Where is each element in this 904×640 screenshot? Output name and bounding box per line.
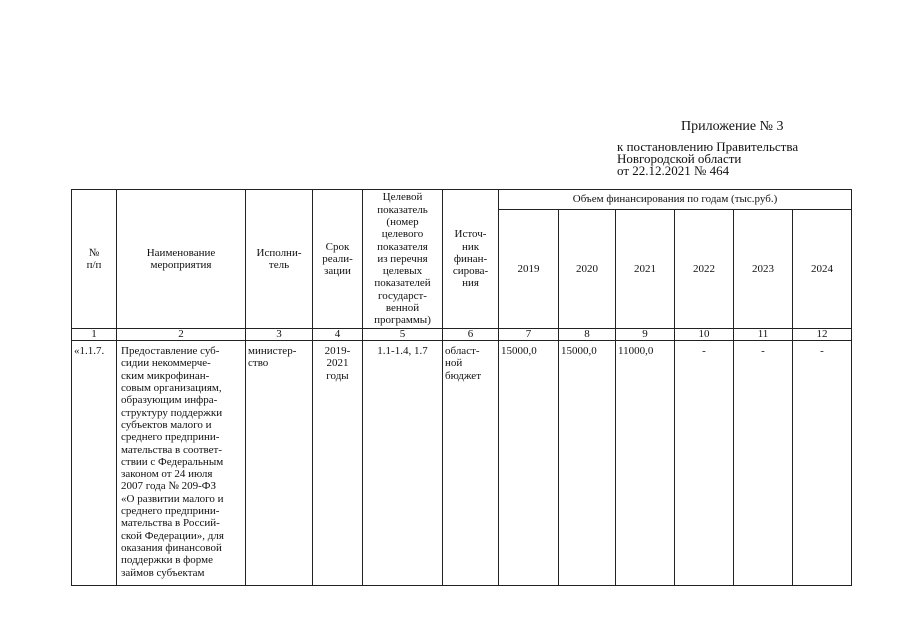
row-value-2020: 15000,0: [559, 341, 616, 586]
row-target: 1.1-1.4, 1.7: [363, 341, 443, 586]
column-number: 5: [363, 329, 443, 341]
row-value-2022: -: [675, 341, 734, 586]
table-row: [72, 341, 852, 586]
header-year-2023: 2023: [734, 210, 793, 329]
row-value-2021: 11000,0: [616, 341, 675, 586]
column-number: 3: [246, 329, 313, 341]
column-number: 4: [313, 329, 363, 341]
header-year-2020: 2020: [559, 210, 616, 329]
row-value-2019: 15000,0: [499, 341, 559, 586]
header-name: Наименование мероприятия: [117, 190, 246, 329]
column-number: 11: [734, 329, 793, 341]
row-source: област- ной бюджет: [443, 341, 499, 586]
header-term: Срок реали- зации: [313, 190, 363, 329]
column-number: 8: [559, 329, 616, 341]
column-number: 1: [72, 329, 117, 341]
column-number-row: [72, 329, 852, 341]
header-source: Источ- ник финан- сирова- ния: [443, 190, 499, 329]
column-number: 2: [117, 329, 246, 341]
row-name: Предоставление суб- сидии некоммерче- ским микрофинан- совым организациям, образующим инфра- структуру поддержки субъектов малого и среднего предприни- мательства в соответ- ствии с Федеральным законом от 24 июля 2007 года № 209-ФЗ «О развитии малого и среднего предприни- мательства в Россий- ской Федерации», для оказания финансовой поддержки в форме займов субъектам: [117, 341, 246, 586]
header-year-2019: 2019: [499, 210, 559, 329]
header-target: Целевой показатель (номер целевого показателя из перечня целевых показателей государст- венной программы): [363, 190, 443, 329]
row-num: «1.1.7.: [72, 341, 117, 586]
header-funding-group: Объем финансирования по годам (тыс.руб.): [499, 190, 852, 210]
row-term: 2019- 2021 годы: [313, 341, 363, 586]
column-number: 9: [616, 329, 675, 341]
appendix-line-2: Новгородской области: [617, 151, 742, 166]
row-value-2023: -: [734, 341, 793, 586]
header-year-2021: 2021: [616, 210, 675, 329]
header-num: № п/п: [72, 190, 117, 329]
header-year-2024: 2024: [793, 210, 852, 329]
row-value-2024: -: [793, 341, 852, 586]
header-executor: Исполни- тель: [246, 190, 313, 329]
appendix-title: Приложение № 3: [681, 119, 784, 134]
appendix-line-3: от 22.12.2021 № 464: [617, 163, 730, 178]
funding-table: [71, 189, 852, 586]
header-year-2022: 2022: [675, 210, 734, 329]
column-number: 7: [499, 329, 559, 341]
appendix-line-1: к постановлению Правительства: [617, 139, 799, 154]
row-executor: министер- ство: [246, 341, 313, 586]
column-number: 12: [793, 329, 852, 341]
column-number: 10: [675, 329, 734, 341]
column-number: 6: [443, 329, 499, 341]
